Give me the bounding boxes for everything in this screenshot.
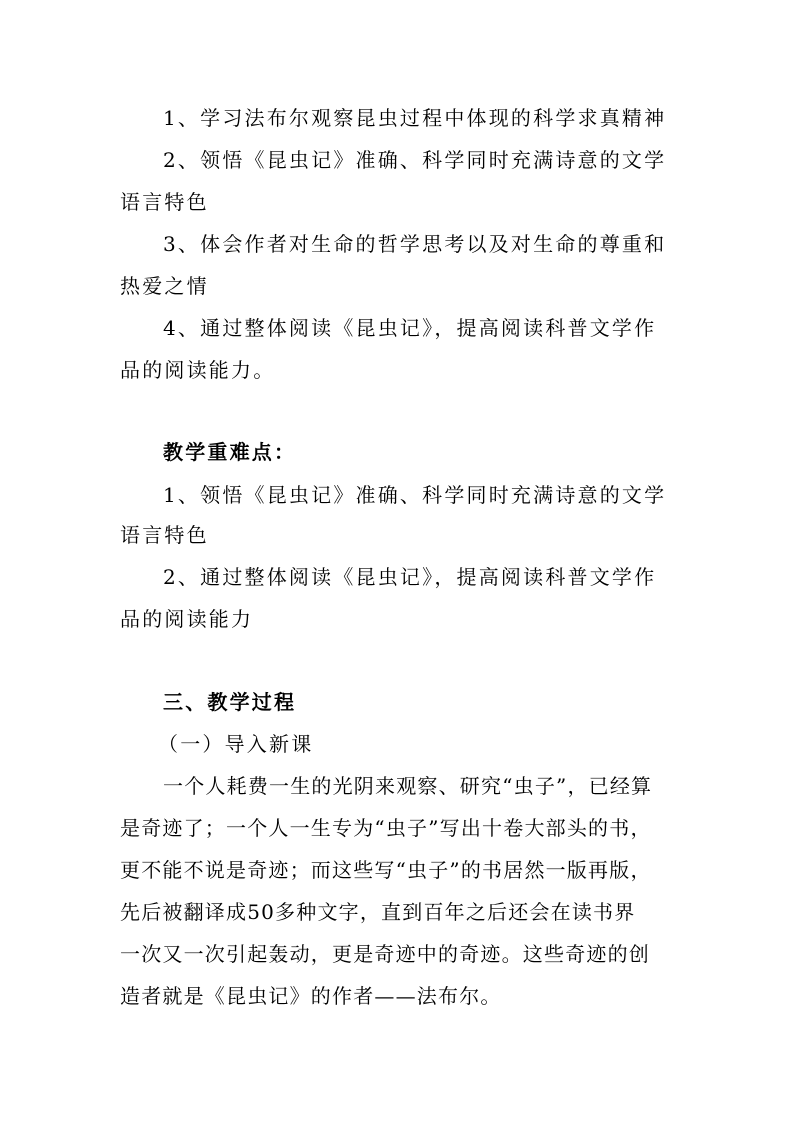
- objective-2: 2、领悟《昆虫记》准确、科学同时充满诗意的文学: [163, 148, 667, 172]
- process-heading: 三、教学过程: [163, 690, 297, 714]
- intro-paragraph-line-4: 先后被翻译成50多种文字，直到百年之后还会在读书界: [120, 900, 636, 924]
- intro-paragraph-line-2: 是奇迹了；一个人一生专为“虫子”写出十卷大部头的书，: [120, 816, 652, 840]
- intro-paragraph-line-3: 更不能不说是奇迹；而这些写“虫子”的书居然一版再版，: [120, 858, 652, 882]
- objective-4-continuation: 品的阅读能力。: [120, 358, 276, 382]
- intro-paragraph-line-5: 一次又一次引起轰动，更是奇迹中的奇迹。这些奇迹的创: [120, 942, 650, 966]
- process-subheading: （一）导入新课: [158, 732, 314, 756]
- objective-1: 1、学习法布尔观察昆虫过程中体现的科学求真精神: [163, 106, 667, 130]
- objective-3-continuation: 热爱之情: [120, 274, 209, 298]
- key-point-1: 1、领悟《昆虫记》准确、科学同时充满诗意的文学: [163, 483, 667, 507]
- key-point-2: 2、通过整体阅读《昆虫记》，提高阅读科普文学作: [163, 565, 657, 589]
- intro-paragraph-line-1: 一个人耗费一生的光阴来观察、研究“虫子”，已经算: [163, 774, 653, 798]
- key-point-2-continuation: 品的阅读能力: [120, 607, 254, 631]
- intro-paragraph-line-6: 造者就是《昆虫记》的作者——法布尔。: [120, 984, 502, 1008]
- objective-4: 4、通过整体阅读《昆虫记》，提高阅读科普文学作: [163, 316, 657, 340]
- objective-2-continuation: 语言特色: [120, 190, 209, 214]
- key-points-heading: 教学重难点：: [163, 440, 297, 464]
- key-point-1-continuation: 语言特色: [120, 523, 209, 547]
- objective-3: 3、体会作者对生命的哲学思考以及对生命的尊重和: [163, 232, 667, 256]
